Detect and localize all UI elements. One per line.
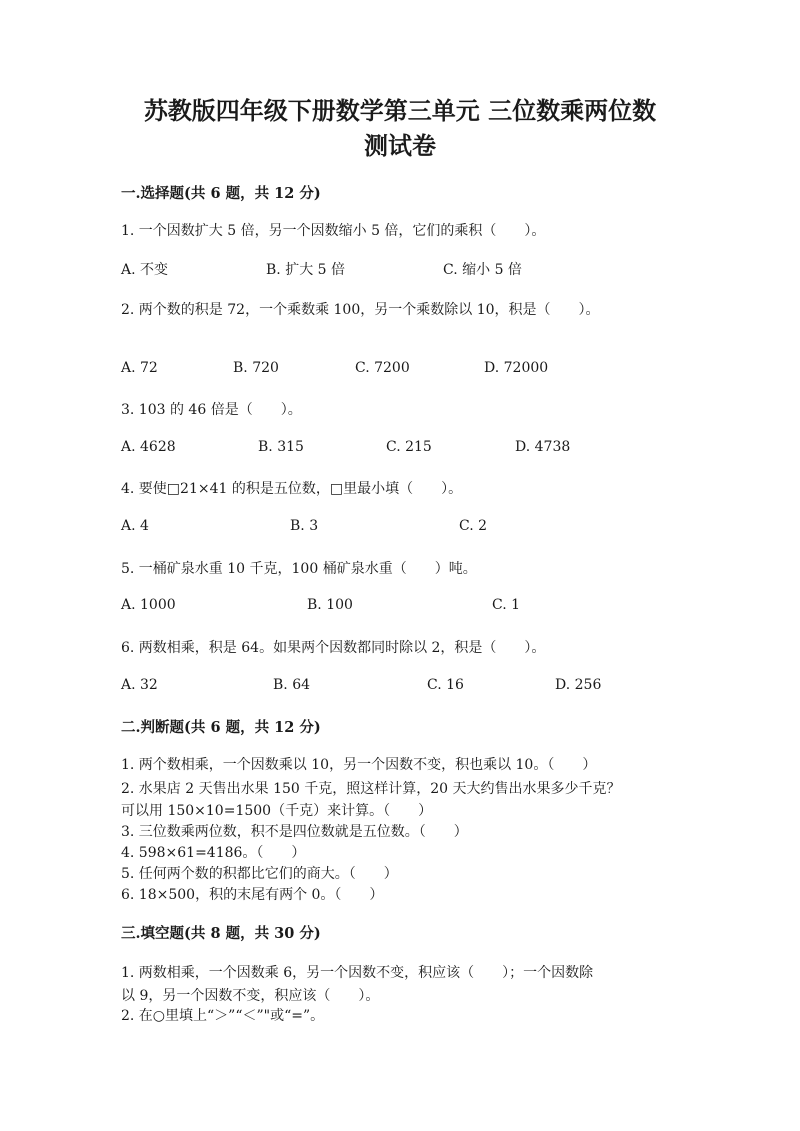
option-b[interactable]: B. 315 — [258, 439, 304, 455]
question-text: 3. 103 的 46 倍是（ ）。 — [121, 402, 302, 418]
option-c[interactable]: C. 16 — [427, 677, 464, 693]
option-a[interactable]: A. 不变 — [121, 262, 169, 278]
judge-item: 3. 三位数乘两位数，积不是四位数就是五位数。（ ） — [121, 824, 468, 840]
page-subtitle: 测试卷 — [364, 131, 436, 160]
judge-item: 2. 水果店 2 天售出水果 150 千克，照这样计算，20 天大约售出水果多少千克？ — [121, 781, 621, 797]
judge-item-continued: 可以用 150×10=1500（千克）来计算。（ ） — [121, 803, 433, 819]
question-text: 5. 一桶矿泉水重 10 千克，100 桶矿泉水重（ ）吨。 — [121, 561, 477, 577]
page-title: 苏教版四年级下册数学第三单元 三位数乘两位数 — [143, 96, 657, 125]
option-b[interactable]: B. 扩大 5 倍 — [266, 262, 345, 278]
question-text: 6. 两数相乘，积是 64。如果两个因数都同时除以 2，积是（ ）。 — [121, 640, 546, 656]
option-a[interactable]: A. 4 — [121, 518, 149, 534]
section-heading-choice: 一.选择题(共 6 题，共 12 分) — [121, 185, 321, 202]
judge-item: 4. 598×61=4186。（ ） — [121, 845, 306, 861]
question-text: 4. 要使□21×41 的积是五位数，□里最小填（ ）。 — [121, 481, 463, 497]
option-a[interactable]: A. 32 — [121, 677, 158, 693]
option-b[interactable]: B. 720 — [233, 360, 279, 376]
section-heading-fill: 三.填空题(共 8 题，共 30 分) — [121, 925, 321, 942]
option-d[interactable]: D. 4738 — [515, 439, 571, 455]
judge-item: 1. 两个数相乘，一个因数乘以 10，另一个因数不变，积也乘以 10。（ ） — [121, 757, 597, 773]
option-c[interactable]: C. 1 — [492, 597, 521, 613]
judge-item: 5. 任何两个数的积都比它们的商大。（ ） — [121, 866, 398, 882]
option-a[interactable]: A. 1000 — [121, 597, 176, 613]
fill-item: 2. 在○里填上“＞”“＜”"或“=”。 — [121, 1008, 325, 1024]
fill-item-continued: 以 9，另一个因数不变，积应该（ ）。 — [121, 988, 380, 1004]
option-b[interactable]: B. 64 — [273, 677, 311, 693]
judge-item: 6. 18×500，积的末尾有两个 0。（ ） — [121, 887, 384, 903]
option-d[interactable]: D. 256 — [555, 677, 602, 693]
question-text: 1. 一个因数扩大 5 倍，另一个因数缩小 5 倍，它们的乘积（ ）。 — [121, 223, 546, 239]
option-c[interactable]: C. 2 — [459, 518, 488, 534]
option-b[interactable]: B. 3 — [290, 518, 319, 534]
fill-item: 1. 两数相乘，一个因数乘 6，另一个因数不变，积应该（ ）；一个因数除 — [121, 965, 594, 981]
option-a[interactable]: A. 4628 — [121, 439, 176, 455]
option-b[interactable]: B. 100 — [307, 597, 353, 613]
option-c[interactable]: C. 215 — [386, 439, 432, 455]
option-d[interactable]: D. 72000 — [484, 360, 549, 376]
option-a[interactable]: A. 72 — [121, 360, 158, 376]
question-text: 2. 两个数的积是 72，一个乘数乘 100，另一个乘数除以 10，积是（ ）。 — [121, 302, 600, 318]
option-c[interactable]: C. 缩小 5 倍 — [443, 262, 522, 278]
option-c[interactable]: C. 7200 — [355, 360, 410, 376]
section-heading-judge: 二.判断题(共 6 题，共 12 分) — [121, 719, 321, 736]
